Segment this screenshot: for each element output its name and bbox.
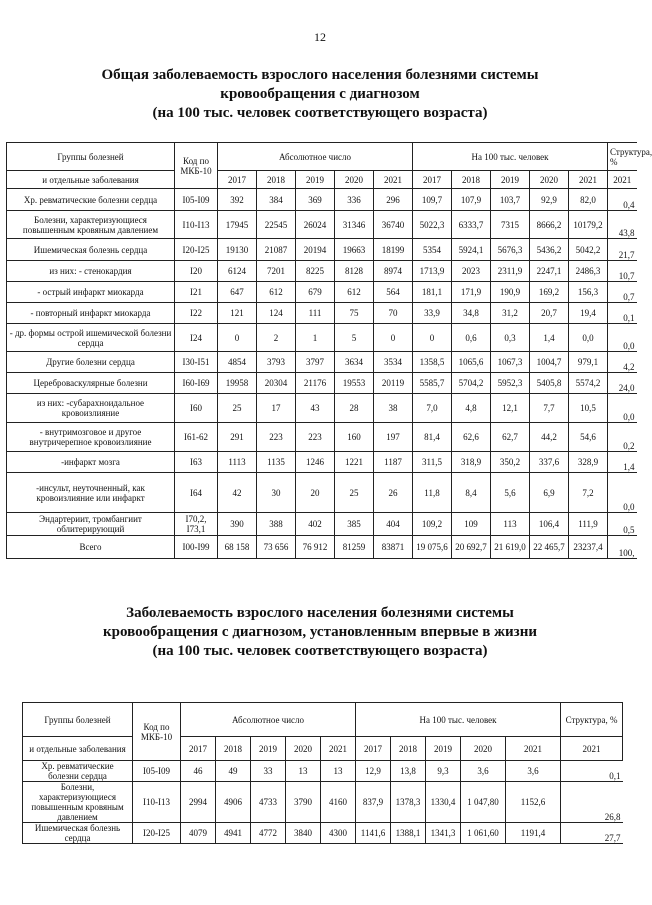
- absolute-value-cell: 3634: [335, 352, 374, 373]
- absolute-value-cell: 22545: [257, 211, 296, 239]
- absolute-value-cell: 31346: [335, 211, 374, 239]
- disease-name-cell: из них: - стенокардия: [7, 261, 175, 282]
- per-100k-value-cell: 5354: [413, 239, 452, 261]
- table-row: [7, 352, 637, 373]
- per-100k-value-cell: 2486,3: [569, 261, 608, 282]
- per-100k-value-cell: 5436,2: [530, 239, 569, 261]
- absolute-value-cell: 4772: [251, 823, 286, 844]
- structure-percent-cell: 0,0: [608, 394, 637, 423]
- absolute-value-cell: 19553: [335, 373, 374, 394]
- per-100k-value-cell: 92,9: [530, 189, 569, 211]
- header-groups-sub: и отдельные заболевания: [7, 171, 175, 189]
- structure-percent-cell: 0,0: [608, 473, 637, 513]
- header-structure-year: 2021: [608, 171, 637, 189]
- absolute-value-cell: 68 158: [218, 536, 257, 559]
- per-100k-value-cell: 109,7: [413, 189, 452, 211]
- absolute-value-cell: 1: [296, 324, 335, 352]
- absolute-value-cell: 38: [374, 394, 413, 423]
- absolute-value-cell: 1221: [335, 452, 374, 473]
- per-100k-value-cell: 350,2: [491, 452, 530, 473]
- structure-percent-cell: 100,: [608, 536, 637, 559]
- table-row: [23, 782, 623, 823]
- per-100k-value-cell: 103,7: [491, 189, 530, 211]
- absolute-value-cell: 43: [296, 394, 335, 423]
- absolute-value-cell: 612: [335, 282, 374, 303]
- header-year: 2019: [296, 171, 335, 189]
- absolute-value-cell: 336: [335, 189, 374, 211]
- header-groups: Группы болезней: [7, 143, 175, 171]
- per-100k-value-cell: 109,2: [413, 513, 452, 536]
- table-row: [7, 513, 637, 536]
- icd-code-cell: I22: [175, 303, 218, 324]
- absolute-value-cell: 4160: [321, 782, 356, 823]
- absolute-value-cell: 402: [296, 513, 335, 536]
- absolute-value-cell: 73 656: [257, 536, 296, 559]
- per-100k-value-cell: 19 075,6: [413, 536, 452, 559]
- header-year: 2021: [321, 737, 356, 761]
- per-100k-value-cell: 8666,2: [530, 211, 569, 239]
- per-100k-value-cell: 9,3: [426, 761, 461, 782]
- icd-code-cell: I61-62: [175, 423, 218, 452]
- disease-name-cell: Эндартериит, тромбангиит облитерирующий: [7, 513, 175, 536]
- header-groups-sub: и отдельные заболевания: [23, 737, 133, 761]
- absolute-value-cell: 369: [296, 189, 335, 211]
- absolute-value-cell: 30: [257, 473, 296, 513]
- per-100k-value-cell: 3,6: [461, 761, 506, 782]
- per-100k-value-cell: 109: [452, 513, 491, 536]
- structure-percent-cell: 24,0: [608, 373, 637, 394]
- per-100k-value-cell: 979,1: [569, 352, 608, 373]
- new-cases-table: [22, 702, 623, 844]
- absolute-value-cell: 121: [218, 303, 257, 324]
- icd-code-cell: I10-I13: [133, 782, 181, 823]
- per-100k-value-cell: 62,6: [452, 423, 491, 452]
- structure-percent-cell: 0,7: [608, 282, 637, 303]
- per-100k-value-cell: 7,2: [569, 473, 608, 513]
- disease-name-cell: Болезни, характеризующиеся повышенным кровяным давлением: [23, 782, 133, 823]
- disease-name-cell: - острый инфаркт миокарда: [7, 282, 175, 303]
- absolute-value-cell: 392: [218, 189, 257, 211]
- per-100k-value-cell: 6,9: [530, 473, 569, 513]
- per-100k-value-cell: 5676,3: [491, 239, 530, 261]
- icd-code-cell: I10-I13: [175, 211, 218, 239]
- header-year: 2017: [413, 171, 452, 189]
- icd-code-cell: I20-I25: [133, 823, 181, 844]
- header-year: 2021: [374, 171, 413, 189]
- per-100k-value-cell: 5585,7: [413, 373, 452, 394]
- per-100k-value-cell: 1341,3: [426, 823, 461, 844]
- absolute-value-cell: 5: [335, 324, 374, 352]
- absolute-value-cell: 42: [218, 473, 257, 513]
- icd-code-cell: I63: [175, 452, 218, 473]
- table-row: [7, 239, 637, 261]
- per-100k-value-cell: 171,9: [452, 282, 491, 303]
- table-row: [7, 282, 637, 303]
- absolute-value-cell: 2994: [181, 782, 216, 823]
- per-100k-value-cell: 34,8: [452, 303, 491, 324]
- structure-percent-cell: 0,2: [608, 423, 637, 452]
- structure-percent-cell: 0,1: [608, 303, 637, 324]
- per-100k-value-cell: 318,9: [452, 452, 491, 473]
- absolute-value-cell: 13: [286, 761, 321, 782]
- per-100k-value-cell: 1,4: [530, 324, 569, 352]
- header-year: 2018: [216, 737, 251, 761]
- absolute-value-cell: 21176: [296, 373, 335, 394]
- icd-code-cell: I05-I09: [133, 761, 181, 782]
- structure-percent-cell: 0,4: [608, 189, 637, 211]
- general-morbidity-table: [6, 142, 652, 559]
- disease-name-cell: -инфаркт мозга: [7, 452, 175, 473]
- per-100k-value-cell: 81,4: [413, 423, 452, 452]
- disease-name-cell: Хр. ревматические болезни сердца: [7, 189, 175, 211]
- disease-name-cell: - внутримозговое и другое внутричерепное кровоизлияние: [7, 423, 175, 452]
- table-row: [23, 761, 623, 782]
- absolute-value-cell: 19130: [218, 239, 257, 261]
- per-100k-value-cell: 10,5: [569, 394, 608, 423]
- absolute-value-cell: 3840: [286, 823, 321, 844]
- icd-code-cell: I64: [175, 473, 218, 513]
- header-per-100k: На 100 тыс. человек: [356, 703, 561, 737]
- header-year: 2020: [530, 171, 569, 189]
- header-year: 2017: [218, 171, 257, 189]
- header-year: 2018: [391, 737, 426, 761]
- per-100k-value-cell: 23237,4: [569, 536, 608, 559]
- header-structure: Структура, %: [608, 143, 637, 171]
- section1-title-line: кровообращения с диагнозом: [220, 86, 420, 102]
- per-100k-value-cell: 12,1: [491, 394, 530, 423]
- per-100k-value-cell: 156,3: [569, 282, 608, 303]
- table-row: [7, 536, 637, 559]
- disease-name-cell: Ишемическая болезнь сердца: [7, 239, 175, 261]
- per-100k-value-cell: 181,1: [413, 282, 452, 303]
- per-100k-value-cell: 1191,4: [506, 823, 561, 844]
- absolute-value-cell: 26024: [296, 211, 335, 239]
- disease-name-cell: Ишемическая болезнь сердца: [23, 823, 133, 844]
- table-row: [23, 823, 623, 844]
- section2-title: [60, 604, 580, 661]
- header-year: 2020: [461, 737, 506, 761]
- absolute-value-cell: 2: [257, 324, 296, 352]
- absolute-value-cell: 679: [296, 282, 335, 303]
- per-100k-value-cell: 33,9: [413, 303, 452, 324]
- disease-name-cell: Хр. ревматические болезни сердца: [23, 761, 133, 782]
- per-100k-value-cell: 5924,1: [452, 239, 491, 261]
- header-per-100k: На 100 тыс. человек: [413, 143, 608, 171]
- absolute-value-cell: 20194: [296, 239, 335, 261]
- per-100k-value-cell: 5405,8: [530, 373, 569, 394]
- absolute-value-cell: 197: [374, 423, 413, 452]
- per-100k-value-cell: 20,7: [530, 303, 569, 324]
- icd-code-cell: I21: [175, 282, 218, 303]
- per-100k-value-cell: 5704,2: [452, 373, 491, 394]
- absolute-value-cell: 3793: [257, 352, 296, 373]
- header-absolute: Абсолютное число: [181, 703, 356, 737]
- absolute-value-cell: 4300: [321, 823, 356, 844]
- absolute-value-cell: 76 912: [296, 536, 335, 559]
- header-year: 2020: [335, 171, 374, 189]
- page-number: 12: [314, 30, 326, 44]
- per-100k-value-cell: 113: [491, 513, 530, 536]
- icd-code-cell: I60-I69: [175, 373, 218, 394]
- disease-name-cell: -инсульт, неуточненный, как кровоизлияние или инфаркт: [7, 473, 175, 513]
- absolute-value-cell: 111: [296, 303, 335, 324]
- per-100k-value-cell: 5574,2: [569, 373, 608, 394]
- structure-percent-cell: 1,4: [608, 452, 637, 473]
- per-100k-value-cell: 0,0: [569, 324, 608, 352]
- per-100k-value-cell: 5952,3: [491, 373, 530, 394]
- structure-percent-cell: 4,2: [608, 352, 637, 373]
- absolute-value-cell: 75: [335, 303, 374, 324]
- per-100k-value-cell: 837,9: [356, 782, 391, 823]
- per-100k-value-cell: 19,4: [569, 303, 608, 324]
- per-100k-value-cell: 3,6: [506, 761, 561, 782]
- structure-percent-cell: 27,7: [561, 823, 623, 844]
- absolute-value-cell: 33: [251, 761, 286, 782]
- header-absolute: Абсолютное число: [218, 143, 413, 171]
- table-row: [7, 473, 637, 513]
- table-row: [7, 261, 637, 282]
- header-year: 2019: [491, 171, 530, 189]
- absolute-value-cell: 384: [257, 189, 296, 211]
- header-year: 2021: [569, 171, 608, 189]
- absolute-value-cell: 0: [374, 324, 413, 352]
- per-100k-value-cell: 1 047,80: [461, 782, 506, 823]
- absolute-value-cell: 4733: [251, 782, 286, 823]
- section2-title-line: (на 100 тыс. человек соответствующего возраста): [152, 643, 488, 659]
- table-row: [7, 324, 637, 352]
- absolute-value-cell: 647: [218, 282, 257, 303]
- per-100k-value-cell: 106,4: [530, 513, 569, 536]
- absolute-value-cell: 0: [218, 324, 257, 352]
- absolute-value-cell: 46: [181, 761, 216, 782]
- per-100k-value-cell: 337,6: [530, 452, 569, 473]
- section2-title-line: кровообращения с диагнозом, установленным впервые в жизни: [103, 624, 537, 640]
- per-100k-value-cell: 1713,9: [413, 261, 452, 282]
- per-100k-value-cell: 2311,9: [491, 261, 530, 282]
- per-100k-value-cell: 7,0: [413, 394, 452, 423]
- table-row: [7, 452, 637, 473]
- per-100k-value-cell: 4,8: [452, 394, 491, 423]
- per-100k-value-cell: 328,9: [569, 452, 608, 473]
- absolute-value-cell: 20119: [374, 373, 413, 394]
- structure-percent-cell: 10,7: [608, 261, 637, 282]
- header-year: 2019: [251, 737, 286, 761]
- absolute-value-cell: 19663: [335, 239, 374, 261]
- per-100k-value-cell: 1 061,60: [461, 823, 506, 844]
- absolute-value-cell: 8225: [296, 261, 335, 282]
- absolute-value-cell: 4906: [216, 782, 251, 823]
- disease-name-cell: - повторный инфаркт миокарда: [7, 303, 175, 324]
- header-structure: Структура, %: [561, 703, 623, 737]
- absolute-value-cell: 564: [374, 282, 413, 303]
- absolute-value-cell: 1135: [257, 452, 296, 473]
- per-100k-value-cell: 1358,5: [413, 352, 452, 373]
- absolute-value-cell: 296: [374, 189, 413, 211]
- absolute-value-cell: 404: [374, 513, 413, 536]
- absolute-value-cell: 291: [218, 423, 257, 452]
- per-100k-value-cell: 1152,6: [506, 782, 561, 823]
- absolute-value-cell: 388: [257, 513, 296, 536]
- header-groups: Группы болезней: [23, 703, 133, 737]
- absolute-value-cell: 223: [257, 423, 296, 452]
- disease-name-cell: Цереброваскулярные болезни: [7, 373, 175, 394]
- per-100k-value-cell: 13,8: [391, 761, 426, 782]
- per-100k-value-cell: 190,9: [491, 282, 530, 303]
- absolute-value-cell: 25: [218, 394, 257, 423]
- header-year: 2020: [286, 737, 321, 761]
- per-100k-value-cell: 1330,4: [426, 782, 461, 823]
- absolute-value-cell: 7201: [257, 261, 296, 282]
- per-100k-value-cell: 111,9: [569, 513, 608, 536]
- table-row: [7, 211, 637, 239]
- per-100k-value-cell: 21 619,0: [491, 536, 530, 559]
- per-100k-value-cell: 0: [413, 324, 452, 352]
- section1-title-line: (на 100 тыс. человек соответствующего возраста): [152, 105, 488, 121]
- absolute-value-cell: 1246: [296, 452, 335, 473]
- absolute-value-cell: 3797: [296, 352, 335, 373]
- absolute-value-cell: 3790: [286, 782, 321, 823]
- per-100k-value-cell: 1388,1: [391, 823, 426, 844]
- per-100k-value-cell: 169,2: [530, 282, 569, 303]
- section2-title-line: Заболеваемость взрослого населения болезнями системы: [126, 605, 514, 621]
- absolute-value-cell: 8128: [335, 261, 374, 282]
- structure-percent-cell: 0,5: [608, 513, 637, 536]
- per-100k-value-cell: 54,6: [569, 423, 608, 452]
- absolute-value-cell: 8974: [374, 261, 413, 282]
- per-100k-value-cell: 1004,7: [530, 352, 569, 373]
- header-year: 2017: [356, 737, 391, 761]
- absolute-value-cell: 20304: [257, 373, 296, 394]
- per-100k-value-cell: 1141,6: [356, 823, 391, 844]
- per-100k-value-cell: 8,4: [452, 473, 491, 513]
- structure-percent-cell: 26,8: [561, 782, 623, 823]
- absolute-value-cell: 385: [335, 513, 374, 536]
- per-100k-value-cell: 2247,1: [530, 261, 569, 282]
- per-100k-value-cell: 6333,7: [452, 211, 491, 239]
- absolute-value-cell: 3534: [374, 352, 413, 373]
- icd-code-cell: I24: [175, 324, 218, 352]
- icd-code-cell: I05-I09: [175, 189, 218, 211]
- header-structure-year: 2021: [561, 737, 623, 761]
- per-100k-value-cell: 1065,6: [452, 352, 491, 373]
- absolute-value-cell: 17: [257, 394, 296, 423]
- absolute-value-cell: 13: [321, 761, 356, 782]
- structure-percent-cell: 21,7: [608, 239, 637, 261]
- table-row: [7, 423, 637, 452]
- header-year: 2021: [506, 737, 561, 761]
- header-year: 2018: [257, 171, 296, 189]
- icd-code-cell: I00-I99: [175, 536, 218, 559]
- header-year: 2017: [181, 737, 216, 761]
- structure-percent-cell: 0,0: [608, 324, 637, 352]
- absolute-value-cell: 20: [296, 473, 335, 513]
- header-code: Код по МКБ-10: [133, 703, 181, 761]
- absolute-value-cell: 81259: [335, 536, 374, 559]
- absolute-value-cell: 223: [296, 423, 335, 452]
- section1-title: [60, 66, 580, 123]
- per-100k-value-cell: 7315: [491, 211, 530, 239]
- icd-code-cell: I20-I25: [175, 239, 218, 261]
- per-100k-value-cell: 82,0: [569, 189, 608, 211]
- icd-code-cell: I30-I51: [175, 352, 218, 373]
- header-code: Код по МКБ-10: [175, 143, 218, 189]
- disease-name-cell: - др. формы острой ишемической болезни сердца: [7, 324, 175, 352]
- disease-name-cell: Другие болезни сердца: [7, 352, 175, 373]
- per-100k-value-cell: 1067,3: [491, 352, 530, 373]
- absolute-value-cell: 612: [257, 282, 296, 303]
- absolute-value-cell: 4941: [216, 823, 251, 844]
- per-100k-value-cell: 62,7: [491, 423, 530, 452]
- per-100k-value-cell: 0,3: [491, 324, 530, 352]
- per-100k-value-cell: 5,6: [491, 473, 530, 513]
- per-100k-value-cell: 31,2: [491, 303, 530, 324]
- per-100k-value-cell: 10179,2: [569, 211, 608, 239]
- icd-code-cell: I60: [175, 394, 218, 423]
- per-100k-value-cell: 311,5: [413, 452, 452, 473]
- absolute-value-cell: 4079: [181, 823, 216, 844]
- per-100k-value-cell: 20 692,7: [452, 536, 491, 559]
- per-100k-value-cell: 44,2: [530, 423, 569, 452]
- header-year: 2018: [452, 171, 491, 189]
- absolute-value-cell: 18199: [374, 239, 413, 261]
- absolute-value-cell: 17945: [218, 211, 257, 239]
- per-100k-value-cell: 5042,2: [569, 239, 608, 261]
- table-row: [7, 394, 637, 423]
- absolute-value-cell: 19958: [218, 373, 257, 394]
- absolute-value-cell: 6124: [218, 261, 257, 282]
- absolute-value-cell: 1113: [218, 452, 257, 473]
- absolute-value-cell: 4854: [218, 352, 257, 373]
- disease-name-cell: Болезни, характеризующиеся повышенным кровяным давлением: [7, 211, 175, 239]
- icd-code-cell: I70,2, I73,1: [175, 513, 218, 536]
- absolute-value-cell: 21087: [257, 239, 296, 261]
- disease-name-cell: из них: -субарахноидальное кровоизлияние: [7, 394, 175, 423]
- absolute-value-cell: 83871: [374, 536, 413, 559]
- structure-percent-cell: 43,8: [608, 211, 637, 239]
- per-100k-value-cell: 1378,3: [391, 782, 426, 823]
- absolute-value-cell: 1187: [374, 452, 413, 473]
- per-100k-value-cell: 11,8: [413, 473, 452, 513]
- absolute-value-cell: 25: [335, 473, 374, 513]
- icd-code-cell: I20: [175, 261, 218, 282]
- table-row: [7, 373, 637, 394]
- disease-name-cell: Всего: [7, 536, 175, 559]
- per-100k-value-cell: 5022,3: [413, 211, 452, 239]
- absolute-value-cell: 28: [335, 394, 374, 423]
- absolute-value-cell: 124: [257, 303, 296, 324]
- per-100k-value-cell: 2023: [452, 261, 491, 282]
- per-100k-value-cell: 0,6: [452, 324, 491, 352]
- header-year: 2019: [426, 737, 461, 761]
- section1-title-line: Общая заболеваемость взрослого населения болезнями системы: [101, 67, 539, 83]
- absolute-value-cell: 70: [374, 303, 413, 324]
- per-100k-value-cell: 12,9: [356, 761, 391, 782]
- absolute-value-cell: 160: [335, 423, 374, 452]
- absolute-value-cell: 390: [218, 513, 257, 536]
- per-100k-value-cell: 7,7: [530, 394, 569, 423]
- per-100k-value-cell: 22 465,7: [530, 536, 569, 559]
- table-row: [7, 189, 637, 211]
- absolute-value-cell: 36740: [374, 211, 413, 239]
- per-100k-value-cell: 107,9: [452, 189, 491, 211]
- absolute-value-cell: 26: [374, 473, 413, 513]
- absolute-value-cell: 49: [216, 761, 251, 782]
- table-row: [7, 303, 637, 324]
- structure-percent-cell: 0,1: [561, 761, 623, 782]
